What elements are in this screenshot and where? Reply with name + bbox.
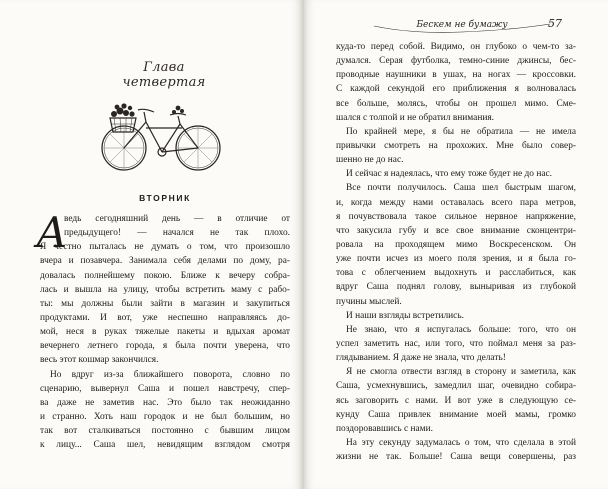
text-line: поздоровавшись с нами. bbox=[336, 423, 433, 434]
text-line: Не знаю, что я испугалась больше: того, что он bbox=[346, 324, 576, 335]
text-line: това с облегчением выдохнуть и расслабиться, как bbox=[336, 268, 576, 279]
text-line: довалась полнейшему покою. Ближе к вечеру собра- bbox=[40, 270, 290, 281]
text-line: сценарию, вывернул Саша и пошел навстречу, спер- bbox=[40, 383, 290, 394]
text-line: ведь сегодняшний день — в отличие от bbox=[64, 214, 290, 224]
text-line: И наши взгляды встретились. bbox=[346, 310, 464, 321]
running-head: Бескем не бумажу bbox=[416, 20, 508, 30]
drop-cap: А bbox=[36, 208, 68, 257]
text-line: ясь заговорить с нами. И вот уже в следующую се- bbox=[336, 395, 576, 406]
text-line: весь этот кошмар закончился. bbox=[40, 355, 159, 366]
text-line: И сейчас я надеялась, что ему тоже будет не до нас. bbox=[346, 169, 553, 180]
text-line: вечернего летнего города, я была почти уверена, что bbox=[40, 341, 290, 352]
text-line: все больше, молясь, чтобы он прошел мимо. Сме- bbox=[336, 98, 576, 109]
text-line: ты: мы должны были зайти в магазин и закупиться bbox=[40, 298, 290, 309]
bicycle-icon bbox=[96, 88, 226, 178]
text-line: шенно не до нас. bbox=[336, 155, 404, 166]
text-line: и, когда между нами оставалась всего пара метров, bbox=[336, 197, 576, 208]
text-line: вдруг Саша поднял голову, выныривая из глубокой bbox=[336, 282, 576, 293]
text-line: С каждой секундой его приближения я волновалась bbox=[336, 84, 576, 95]
text-line: Я не смогла отвести взгляд в сторону и заметила, как bbox=[346, 367, 576, 378]
text-line: шался с толпой и не обратил внимания. bbox=[336, 112, 495, 123]
text-line: к лицу... Саша шел, невидящим взглядом смотря bbox=[40, 440, 290, 451]
text-line: куда-то перед собой. Видимо, он глубоко о чем-то за- bbox=[336, 42, 576, 52]
page-number: 57 bbox=[548, 17, 562, 30]
text-line: Саша, усмехнувшись, замедлил шаг, очевидно собира- bbox=[336, 381, 576, 392]
text-line: думался. Серая футболка, темно-синие джинсы, бес- bbox=[336, 56, 576, 67]
text-line: продуктами. И вот, уже неспешно направляясь до- bbox=[40, 312, 290, 323]
text-line: Но вдруг из-за ближайшего поворота, словно по bbox=[50, 369, 290, 380]
text-line: Я честно пыталась не думать о том, что произошло bbox=[40, 242, 290, 253]
text-line: мой, неся в руках тяжелые пакеты и вдыхая аромат bbox=[40, 327, 290, 338]
text-line: кунду Саша привлек внимание моей мамы, громко bbox=[336, 409, 576, 420]
text-line: ровала на проходящем мимо Воскресенском. Он bbox=[336, 239, 576, 250]
text-line: предыдущего! — начался не так плохо. bbox=[64, 228, 290, 239]
section-title: ВТОРНИК bbox=[139, 193, 191, 203]
right-page-text bbox=[336, 40, 576, 464]
text-line: По крайней мере, я бы не обратила — не имела bbox=[346, 126, 576, 137]
text-line: и странно. Хоть наш городок и не был большим, но bbox=[40, 411, 290, 422]
text-line: жизни не так. Больше! Саша вещи совершены, раз bbox=[336, 452, 576, 463]
text-line: глядыванием. Я даже не знала, что делать! bbox=[336, 353, 506, 364]
text-line: На эту секунду задумалась о том, что сделала в этой bbox=[346, 437, 576, 448]
text-line: Все почти получилось. Саша шел быстрым шагом, bbox=[346, 183, 576, 194]
text-line: лась и вышла на улицу, чтобы встретить маму с рабо- bbox=[40, 284, 290, 295]
text-line: что закусила губу и все свое внимание сконцентри- bbox=[336, 225, 576, 236]
text-line: так вот сталкиваться постоянно с бывшим лицом bbox=[40, 426, 290, 437]
chapter-title: Глава четвертая bbox=[122, 60, 206, 90]
text-line: ва даже не заметив нас. Это было так неожиданно bbox=[40, 397, 290, 408]
left-page-text bbox=[40, 212, 290, 452]
book-gutter bbox=[300, 0, 306, 489]
text-line: вчера и позавчера. Занимала себя делами по дому, ра- bbox=[40, 256, 290, 267]
text-line: проводные наушники в ушах, на ногах — кроссовки. bbox=[336, 70, 576, 81]
text-line: я почувствовала такое сильное нервное напряжение, bbox=[336, 211, 576, 222]
text-line: привычки смотреть на прохожих. Мне было совер- bbox=[336, 140, 576, 151]
text-line: пучины мыслей. bbox=[336, 296, 402, 307]
text-line: успел заметить нас, или того, что поймал меня за раз- bbox=[336, 338, 576, 349]
text-line: уже почти исчез из моего поля зрения, и я была го- bbox=[336, 254, 576, 265]
